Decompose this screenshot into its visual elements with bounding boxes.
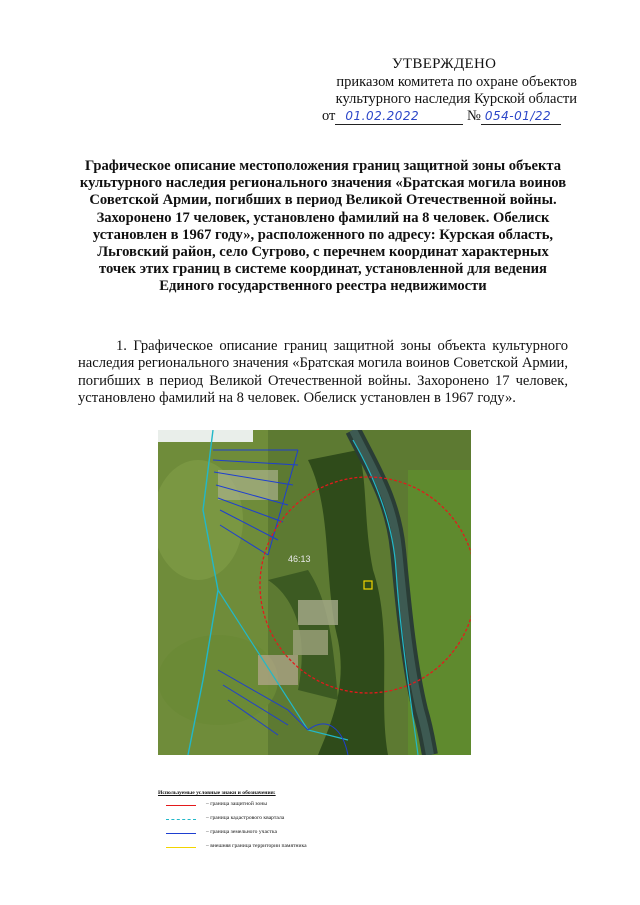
number-prefix: № (467, 108, 481, 124)
date-field (335, 109, 463, 125)
legend-line-landplot (166, 833, 196, 834)
number-handwritten: 054-01/22 (484, 109, 552, 123)
legend-item-cadastral (158, 815, 478, 829)
village-plot (298, 600, 338, 625)
legend-label: – граница кадастрового квартала (206, 815, 285, 821)
satellite-map (158, 430, 471, 755)
map-edge (158, 430, 253, 442)
legend-title: Используемые условные знаки и обозначения: (158, 790, 276, 796)
map-legend (158, 790, 478, 857)
legend-item-zone (158, 801, 478, 815)
approval-line-1: приказом комитета по охране объектов (336, 74, 577, 90)
document-heading: Графическое описание местоположения границ защитной зоны объекта культурного наследия регионального значения «Братская могила воинов Советской Армии, погибших в период Великой Отечественной войны. Захоронено 17 человек, установлено фамилий на 8 человек. Обелиск установлен в 1967 году», расположенного по адресу: Курская область, Льговский район, село Сугрово, с перечнем координат характерных точек этих границ в системе координат, установленной для ведения Единого государственного реестра недвижимости (79, 158, 567, 295)
number-field (481, 109, 561, 125)
legend-label: – граница защитной зоны (206, 801, 267, 807)
legend-line-zone (166, 805, 196, 806)
approval-title: УТВЕРЖДЕНО (392, 56, 497, 72)
approval-line-2: культурного наследия Курской области (335, 91, 577, 107)
legend-line-monument (166, 847, 196, 848)
village-plot (258, 655, 298, 685)
map-svg (158, 430, 471, 755)
legend-label: – граница земельного участка (206, 829, 277, 835)
date-prefix: от (322, 108, 336, 124)
section-1-text: 1. Графическое описание границ защитной зоны объекта культурного наследия регионального значения «Братская могила воинов Советской Армии, погибших в период Великой Отечественной войны. Захоронено 17 человек, установлено фамилий на 8 человек. Обелиск установлен в 1967 году». (78, 338, 568, 407)
legend-item-monument (158, 843, 478, 857)
village-plot (293, 630, 328, 655)
legend-line-cadastral (166, 819, 196, 820)
legend-item-landplot (158, 829, 478, 843)
date-handwritten: 01.02.2022 (345, 109, 420, 123)
approval-date-line (322, 108, 561, 125)
parcel-label: 46:13 (288, 554, 311, 564)
legend-label: – внешняя граница территории памятника (206, 843, 307, 849)
